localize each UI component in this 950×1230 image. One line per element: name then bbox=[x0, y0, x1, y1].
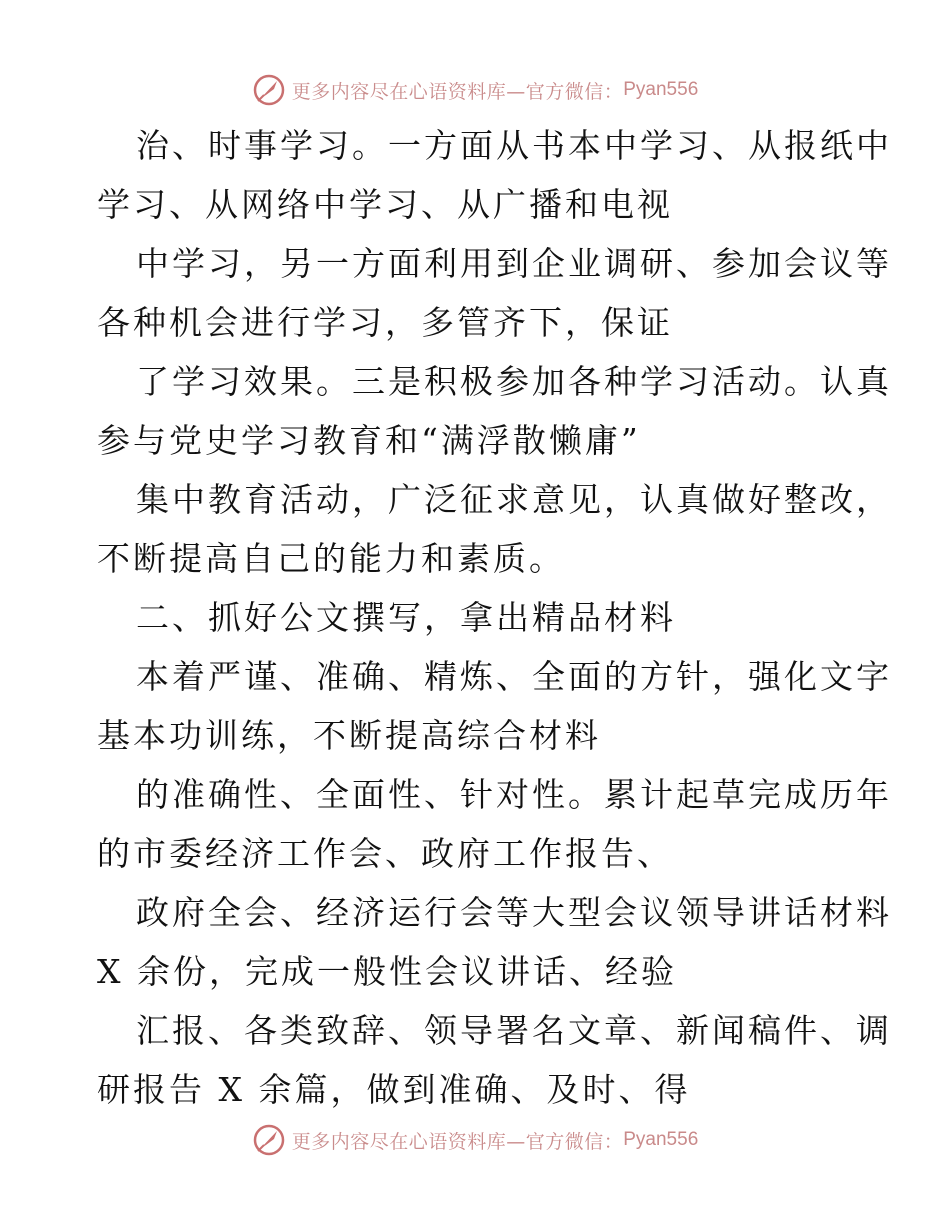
text-line: 的准确性、全面性、针对性。累计起草完成历年 bbox=[136, 775, 892, 814]
watermark-wechat-id: Pyan556 bbox=[623, 1129, 699, 1150]
text-line: 学习、从网络中学习、从广播和电视 bbox=[97, 185, 673, 224]
watermark-wechat-id: Pyan556 bbox=[623, 79, 699, 100]
text-line: 政府全会、经济运行会等大型会议领导讲话材料 bbox=[136, 893, 892, 932]
quill-logo-icon bbox=[252, 73, 286, 107]
text-line: 集中教育活动，广泛征求意见，认真做好整改， bbox=[136, 480, 892, 519]
quill-logo-icon bbox=[252, 1123, 286, 1157]
footer-watermark bbox=[0, 1120, 950, 1160]
text-line: 各种机会进行学习，多管齐下，保证 bbox=[97, 303, 673, 342]
text-line: X 余份，完成一般性会议讲话、经验 bbox=[97, 952, 677, 991]
watermark-text: 更多内容尽在心语资料库—官方微信： bbox=[291, 1130, 624, 1153]
text-line: 中学习，另一方面利用到企业调研、参加会议等 bbox=[136, 244, 892, 283]
text-line: 参与党史学习教育和“满浮散懒庸” bbox=[97, 421, 641, 460]
text-line: 的市委经济工作会、政府工作报告、 bbox=[97, 834, 673, 873]
text-line: 不断提高自己的能力和素质。 bbox=[97, 539, 565, 578]
text-line: 本着严谨、准确、精炼、全面的方针，强化文字 bbox=[136, 657, 892, 696]
text-line: 治、时事学习。一方面从书本中学习、从报纸中 bbox=[136, 126, 892, 165]
text-line: 研报告 X 余篇，做到准确、及时、得 bbox=[97, 1070, 691, 1109]
header-watermark bbox=[0, 70, 950, 110]
section-heading: 二、抓好公文撰写，拿出精品材料 bbox=[136, 598, 676, 637]
text-line: 了学习效果。三是积极参加各种学习活动。认真 bbox=[136, 362, 892, 401]
text-line: 汇报、各类致辞、领导署名文章、新闻稿件、调 bbox=[136, 1011, 892, 1050]
text-line: 基本功训练，不断提高综合材料 bbox=[97, 716, 601, 755]
watermark-text: 更多内容尽在心语资料库—官方微信： bbox=[291, 80, 624, 103]
